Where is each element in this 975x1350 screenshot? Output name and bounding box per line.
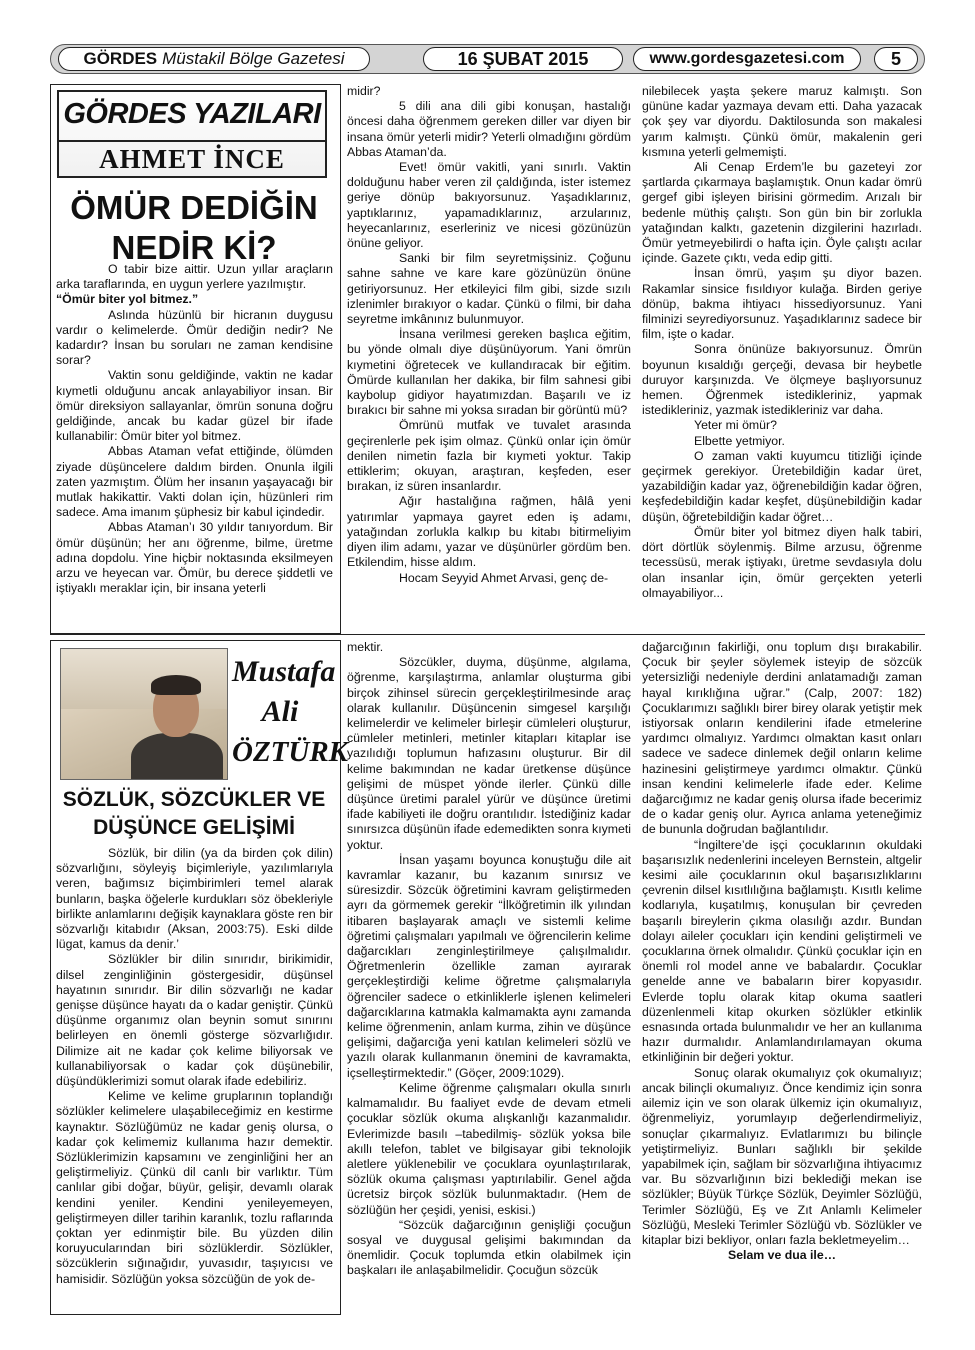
paragraph: Evet! ömür vakitli, yani sınırlı. Vaktin dolduğunu haber veren zil çaldığında, ister istemez geriye dönüp bakıyorsunuz. Yaşadıklarınız, yaptıklarınız, yapamadıklarınız, arzularınız, heyecanlarınız, eserleriniz ve nicesi gözünüzün önüne geliyor. [347, 160, 631, 251]
article-separator [50, 634, 925, 635]
paragraph: mektir. [347, 640, 384, 654]
paragraph: İnsan yaşamı boyunca konuştuğu dile ait kavramlar kazanır, bu kazanım sınırsız ve süresizdir. Sözcük öğretimini kavram geliştirmeden ayrı da görmemek gerekir “İlköğretimin ilk yılından itibaren başlayarak amaçlı ve sistemli kelime öğretimi çalışmaları yapılmalı ve öğrencilerin kelime dağarcıkları zenginleştirilmeye çalışılmalıdır. Öğretmenlerin özellikle zaman ayırarak gerçekleştirdiği kelime öğretme çalışmalarıyla öğrenciler sadece o etkinliklerle işlenen kelimeleri dağarcıklarına katmakla kalmamakta aynı zamanda kelime öğrenmenin, anlam kurma, zihin ve düşünce gelişimi, dağarcığa yeni katılan kelimeleri sözlü ve yazılı olarak kullanmanın önemini de kavramakta, içselleştirmektedir.” (Göçer, 2009:1029). [347, 852, 631, 1080]
paragraph: 5 dili ana dili gibi konuşan, hastalığı öncesi daha öğrenmem gereken diller var diyen bir insana ömür yeterli midir? Yeterli olmadığını gördüm Abbas Ataman’da. [347, 99, 631, 159]
paragraph: Yeter mi ömür? [694, 418, 777, 433]
section-title: GÖRDES YAZILARI [63, 98, 321, 130]
paragraph: Sonra önünüze bakıyorsunuz. Ömrün boyunun kısaldığı gerçeği, devasa bir heybetle duruyor karşınızda. Ve ölçmeye başlıyorsunuz hemen. Öğrenmek istedikleriniz, yapmak istedikleriniz, yazmak istedikleriniz var daha. [642, 342, 922, 418]
paper-subtitle: Müstakil Bölge Gazetesi [162, 49, 345, 68]
article2-column-1 [56, 846, 333, 1312]
paragraph: Ağır hastalığına rağmen, hâlâ yeni yatırımlar yapmaya gayret eden iş adamı, yatağından zorlukla kalkıp bu kitabı bitirmeliyim diyen ilim adamı, yazar ve düşünürler gördüm ben. Etkilendim, hisse aldım. [347, 494, 631, 570]
date-pill: 16 ŞUBAT 2015 [423, 47, 623, 71]
masthead-pill [58, 47, 370, 71]
paragraph: Elbette yetmiyor. [694, 433, 785, 448]
article2-column-2 [347, 640, 631, 1314]
paragraph: “İngiltere’de işçi çocuklarının okuldaki başarısızlık nedenlerini inceleyen Bernstein, altgelir kesimi aile çocuklarının okul başarısızlıklarını çevrenin dilsel kısıtlılığına bağlamıştı. Kısıtlı kelime kodlarıyla, kuşatılmış, konuşulan bir çevreden başarılı bireylerin çıkma olasılığı azdır. Bundan dolayı aileler çocukları için kendini geliştirmeli ve çocuklarına örnek olmalıdır. Çünkü çocuklar için en önemli rol model anne ve babalardır. Çocuklar genelde anne ve babaların birer kopyasıdır. Evlerde toplu olarak kitap okuma saatleri düzenlenmeli kitap okurken sözlükler etkinlik esnasında ortada bulunmalıdır ve her an kullanıma hazır durmalıdır. Anlamlandırılamayan okuma etkinliğinin bir değeri yoktur. [642, 837, 922, 1065]
author-photo [60, 648, 228, 780]
paper-name: GÖRDES [83, 49, 158, 68]
article1-column-3 [642, 84, 922, 632]
paragraph: Sanki bir film seyretmişsiniz. Çoğunu sahne sahne ve kare kare gözünüzün önüne getiriyorsunuz. Her etkileyici film gibi, sizde sızılı izlenimler bırakıyor o kadar. Çünkü o filmi, bir daha seyretme imkânınız bulunmuyor. [347, 251, 631, 327]
paragraph: Ömrünü mutfak ve tuvalet arasında geçirenlerle pek işim olmaz. Çünkü onlar için ömür denilen nimetin fazla bir kıymeti yoktur. Takip ettiklerim; okuyan, araştıran, keşfeden, eser bırakan, iz süren insanlardır. [347, 418, 631, 494]
header-divider [59, 140, 325, 142]
author-first-name: Mustafa [232, 655, 336, 688]
paragraph: Aslında hüzünlü bir hicranın duygusu vardır o kelimelerde. Ömür dediğin nedir? Ne kadardır? İnsan bu soruları ne zaman kendisine sorar? [56, 307, 333, 368]
paragraph: midir? [347, 84, 381, 98]
paragraph: Abbas Ataman vefat ettiğinde, ölümden ziyade düşüncelere daldım birden. Onunla ilgili zaten yazmıştım. Ölüm her insanın yaşayacağı bir mutlak hakikattir. Vakti dolan için, hüzünleri rim sadece. Ama imanım şüphesiz bir kabul içindedir. [56, 444, 333, 520]
paragraph: O tabir bize aittir. Uzun yıllar araçların arka taraflarında, en uygun yerlere yazılmıştır. [56, 262, 333, 292]
column-header [57, 90, 327, 178]
paragraph: “Sözcük dağarcığının genişliği çocuğun sosyal ve duygusal gelişimi bakımından da önemlidir. Çocuk toplumda etkin olabilmek için başkaları ile anlaşabilmelidir. Çocuğun sözcük [347, 1217, 631, 1278]
article1-column-1 [56, 262, 333, 630]
paragraph: İnsana verilmesi gereken başlıca eğitim, bu yönde olmalı diye düşünüyorum. Yani ömrün kıymetini öğretecek ve kullandıracak bir eğitim. Ömürde kullanılan her dakika, bir film sahnesi gibi kaybolup gidiyor hayatımızdan. Başarılı ve iz bırakıcı bir sahne mi yoksa sıradan bir görüntü mü? [347, 327, 631, 418]
paragraph: Kelime öğrenme çalışmaları okulla sınırlı kalmamalıdır. Bu faaliyet evde de devam etmeli çocuklar sözlük okuma alışkanlığı kazanmalıdır. Evlerimizde basılı –tabedilmiş- sözlük yoksa bile akıllı telefon, tablet ve bilgisayar gibi teknolojik aletlere yüklenebilir ve çocuklara oyunlaştırılarak, sözlük okuma çalışması yaptırılabilir. Genel ağda ücretsiz birçok sözlük bulunmaktadır. (Hem de sözlüğün her çeşidi, yenisi, eskisi.) [347, 1080, 631, 1217]
author-surname: ÖZTÜRK [232, 736, 348, 768]
paragraph: Ömür biter yol bitmez diyen halk tabiri, dört dörtlük söylenmiş. Bilme arzusu, öğrenme tecessüsü, merak iştiyakı, üretme sevdasıyla dolu olan insanlar için, ömür gerçekten yeterli olmayabiliyor... [642, 524, 922, 600]
paragraph: Sözlükler bir dilin sınırıdır, birikimidir, dilsel zenginliğinin göstergesidir, düşünsel hayatının sınırıdır. Bir dilin sözvarlığı ne kadar genişse düşünce hayatı da o kadar geniştir. Çünkü düşünme organımız olan beynin somut sınırını belirleyen en önemli gösterge sözvarlığıdır. Dilimize ait ne kadar çok kelime biliyorsak ve kullanabiliyorsak o kadar çok düşünebilir, düşündüklerimizi somut olarak ifade edebiliriz. [56, 952, 333, 1089]
paragraph: İnsan ömrü, yaşım şu diyor bazen. Rakamlar sinsice fısıldıyor kulağa. Birden geriye dönüp, bakma ihtiyacı hissediyorsunuz. Yani filminizi seyrediyorsunuz. Yaşadıklarınız sadece bir film, işte o kadar. [642, 266, 922, 342]
paragraph: Kelime ve kelime gruplarının toplandığı sözlükler kelimelere ulaşabileceğimiz en kestirme kaynaktır. Sözlüğümüz ne kadar geniş olursa, o kadar çok kelimemiz kullanıma hazır demektir. Sözlüklerimizin kapsamını ve zenginliğini her an geliştirmeliyiz. Çünkü dil canlı bir varlıktır. Tüm canlılar gibi doğar, büyür, gelişir, devamlı olarak kendini yeniler. Kendini yenileyemeyen, geliştirmeyen diller tarihin karanlık, tozlu raflarında çoktan yer edinmiştir bile. Bu yüzden dilin koruyucularından biri sözlüklerdir. Sözlükler, sözcüklerin sığınağıdır, yuvasıdır, taşıyıcısı ve hamisidir. Sözlüğün yoksa sözcüğün de yok de- [56, 1089, 333, 1286]
article1-column-2 [347, 84, 631, 632]
page-number: 5 [874, 47, 918, 71]
quote: “Ömür biter yol bitmez.” [56, 292, 199, 307]
paragraph: Hocam Seyyid Ahmet Arvasi, genç de- [399, 570, 609, 585]
author-middle-name: Ali [261, 695, 299, 728]
paragraph: O zaman vakti kuyumcu titizliği içinde geçirmek gerekiyor. Üretebildiğin kadar üret, yazabildiğin kadar yaz, öğrenebildiğin kadar öğren, keşfedebildiğin kadar keşfet, düşünebildiğin kadar düşün, öğretebildiğin kadar öğret… [642, 448, 922, 524]
paragraph: Vaktin sonu geldiğinde, vaktin ne kadar kıymetli olduğunu ancak anlayabiliyor insan. Bir ömür direksiyon sallayanlar, ömrün sonuna doğru geldiğinde, ancak bu kadar güzel bir ifade kullanabilir: Ömür biter yol bitmez. [56, 368, 333, 444]
paragraph: Sonuç olarak okumalıyız çok okumalıyız; ancak bilinçli okumalıyız. Önce kendimiz için sonra ailemiz için ve son olarak ülkemiz için okumalıyız, öğrenmeliyiz, yorumlayıp değerlendirmeliyiz, sonuçlar çıkarmalıyız. Evlatlarımızı bu bilinçle yetiştirmeliyiz. Bunları sağlıklı bir şekilde yapabilmek için, sağlam bir sözvarlığına ihtiyacımız var. Bu sözvarlığının bizi beklediği mekan ise sözlükler; Büyük Türkçe Sözlük, Deyimler Sözlüğü, Terimler Sözlüğü, Eş ve Zıt Anlamlı Kelimeler Sözlüğü, Mesleki Terimler Sözlüğü vb. Sözlükler ve kitaplar bizi bekliyor, onları fazla bekletmeyelim… [642, 1065, 922, 1247]
article2-title: SÖZLÜK, SÖZCÜKLER VE DÜŞÜNCE GELİŞİMİ [62, 788, 326, 839]
paragraph: Ali Cenap Erdem’le bu gazeteyi zor şartlarda çıkarmaya başlamıştık. Onun kadar ömrü gergef gibi işleyen birisini görmedim. Arızalı bir bedenle müthiş çalıştı. Son gün bin bir zorlukla yatağından kalktı, gazetenin dizgilerini hazırladı. Ömür yetmeyebilirdi o hafta için. Öyle çalıştı acılar içinde. Gazete çıktı, veda edip gitti. [642, 160, 922, 266]
author-name-block [232, 652, 348, 772]
paragraph: nilebilecek yaşta şekere maruz kalmıştı. Son gününe kadar yazmaya devam etti. Daha yazacak çok şey var diyordu. Daktilosunda son makalesi yarım kalmıştı. Çünkü ömür, makalenin geri kısmına yeterli gelmemişti. [642, 84, 922, 159]
article1-title: ÖMÜR DEDİĞİN NEDİR Kİ? [70, 189, 318, 266]
article2-column-3 [642, 640, 922, 1314]
website-pill: www.gordesgazetesi.com [633, 47, 861, 71]
paragraph: Abbas Ataman’ı 30 yıldır tanıyordum. Bir ömür düşünün; her anı öğrenme, bilme, üretme adına dopdolu. Yine hiçbir noktasında eksilmeyen arzu ve heyecan var. Ömür, bu derece şiddetli ve iştiyaklı meraklar için, bir insana yeterli [56, 520, 333, 596]
paragraph: Sözcükler, duyma, düşünme, algılama, öğrenme, karşılaştırma, anlamlar oluşturma gibi birçok zihinsel sürecin gerçekleştirilmesinde araç olarak kullanılır. Düşüncenin simgesel karşılığı kelimelerdir ve kelimeler birleşir cümleleri oluşturur, cümleler metinleri, metinler kitapları kitaplar ise yazılıdığı toplumun hafızasını oluşturur. Bir dil kelime bakımından ne kadar üretkense düşünce gelişimi de müspet yönde ilerler. Çünkü dille düşünce üretimi paralel yürür ve düşünce üretimi ifade kabiliyeti ile doğru orantılıdır. İstediğiniz kadar sınırsızca düşünün ifade edemedikten sonra kıymeti yoktur. [347, 655, 631, 852]
paragraph: Sözlük, bir dilin (ya da birden çok dilin) sözvarlığını, söyleyiş biçimleriyle, yazılımlarıyla veren, bağımsız biçimbirimleri temel alarak bunların, başka öğelerle kurdukları söz öbekleriyle birlikte anlamlarını değişik kaynaklara göste ren bir sözvarlığı kitabıdır (Aksan, 2003:75). Eski dilde lügat, kamus da denir.’ [56, 846, 333, 952]
closing-line: Selam ve dua ile… [728, 1248, 836, 1263]
author-name: AHMET İNCE [99, 144, 285, 174]
paragraph: dağarcığının fakirliği, onu toplum dışı bırakabilir. Çocuk bir şeyler söylemek isteyip de sözcük yetersizliği nedeniyle derdini anlatamadığı zaman hayal kırıklığına uğrar.” (Calp, 2007: 182) Çocuklarımızı sağlıklı birer birey olarak yetiştir mek istiyorsak onların kendilerini ifade etmelerine yardımcı olmalıyız. Yardımcı olmaktan kasıt onları sadece ve sadece dinlemek değil onların kelime hazinesini geliştirmeye yardımcı olmaktır. Çünkü insan kendini kelimelerle ifade eder. Kelime dağarcığımız ne kadar geniş olursa ifade becerimiz de o kadar geniş olur. Ayrıca anlama yeteneğimiz de bununla doğrudan bağlantılıdır. [642, 640, 922, 837]
